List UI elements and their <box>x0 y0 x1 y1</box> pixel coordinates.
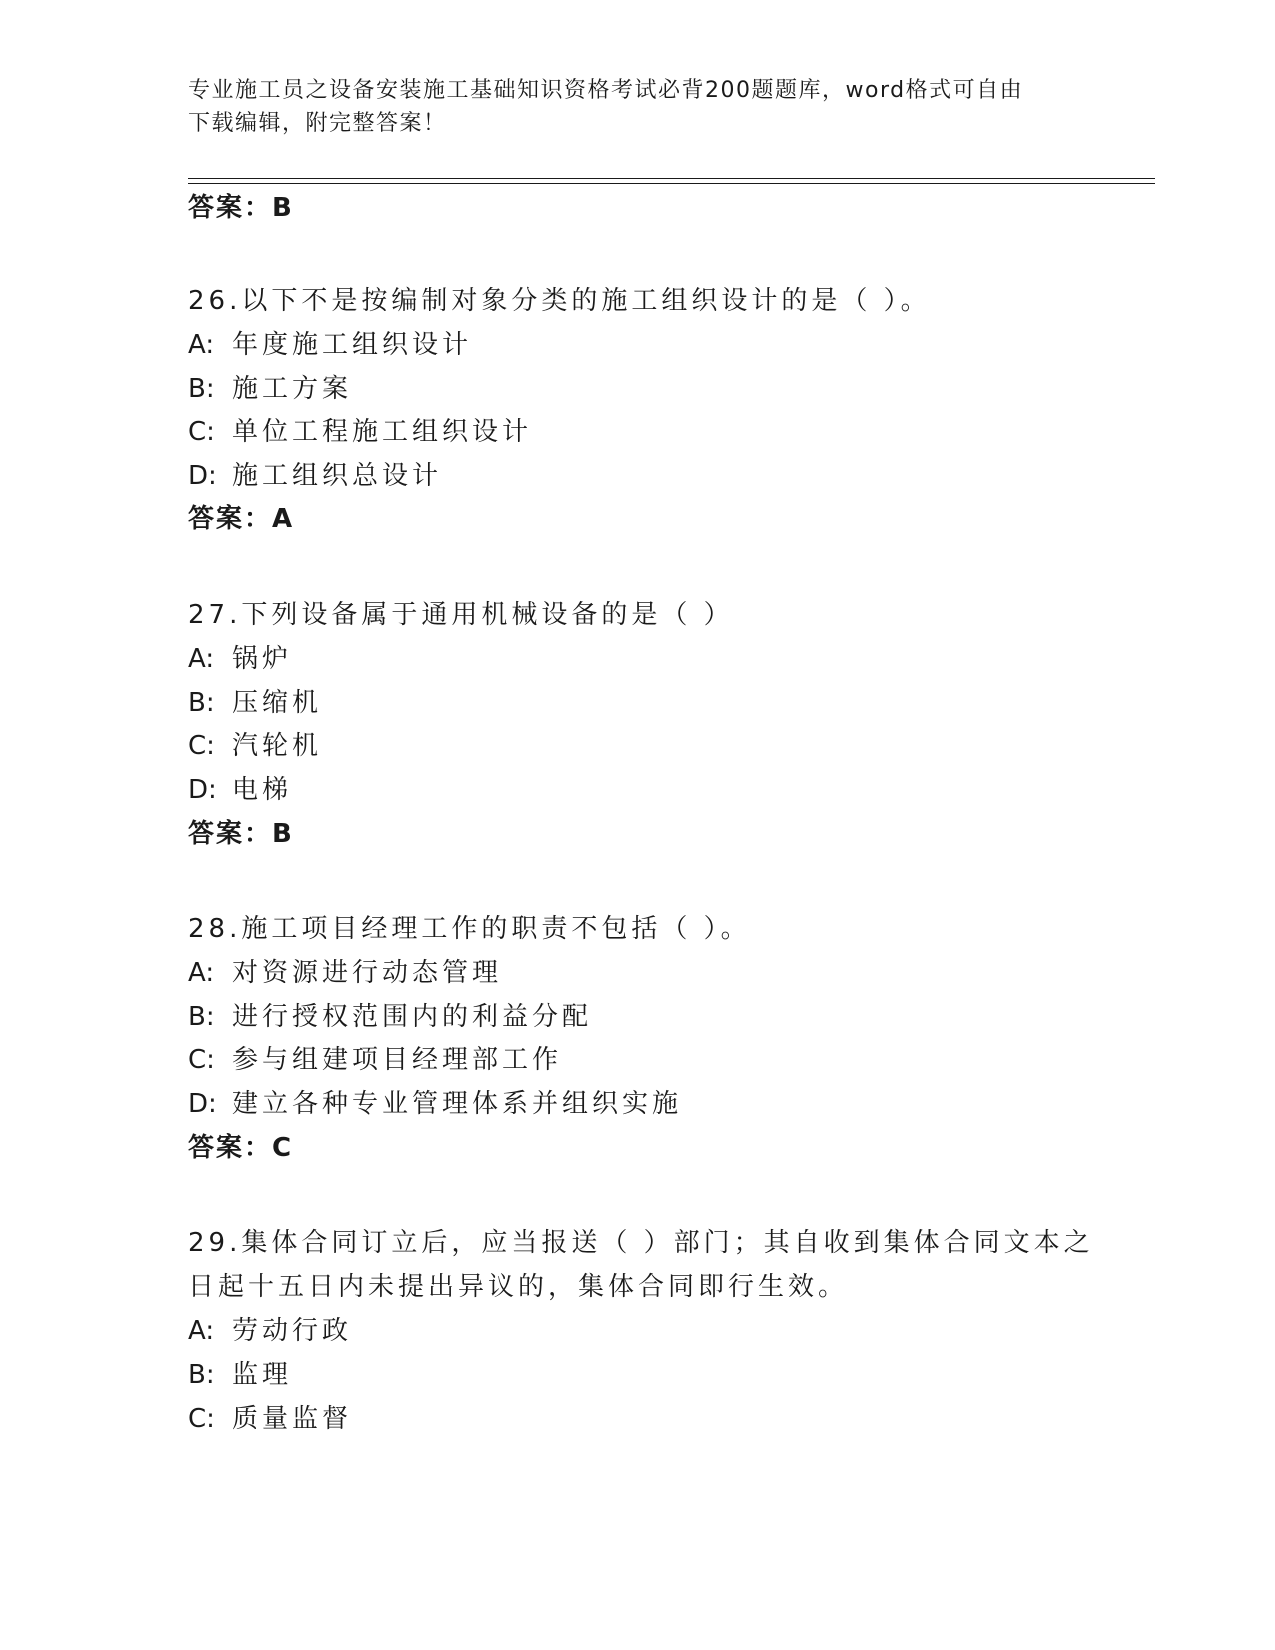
option-text: 电梯 <box>232 775 293 805</box>
option-29-b <box>188 1357 292 1393</box>
option-key: B: <box>188 1360 215 1390</box>
header-title-line1: 专业施工员之设备安装施工基础知识资格考试必背200题题库，word格式可自由 <box>188 78 1024 103</box>
question-29-line2: 日起十五日内未提出异议的，集体合同即行生效。 <box>188 1272 849 1302</box>
option-27-b <box>188 685 322 721</box>
option-key: C: <box>188 1404 215 1434</box>
option-text: 施工组织总设计 <box>232 461 443 491</box>
option-28-c <box>188 1042 562 1078</box>
question-27: 27.下列设备属于通用机械设备的是（ ） <box>188 600 734 630</box>
header-divider-bottom <box>188 183 1155 184</box>
question-28: 28.施工项目经理工作的职责不包括（ ）。 <box>188 914 751 944</box>
option-text: 建立各种专业管理体系并组织实施 <box>232 1089 683 1119</box>
option-key: A: <box>188 1316 215 1346</box>
option-key: A: <box>188 644 215 674</box>
option-28-b <box>188 999 592 1035</box>
option-27-a <box>188 641 292 677</box>
option-key: B: <box>188 374 215 404</box>
option-key: C: <box>188 1045 215 1075</box>
option-26-a <box>188 327 472 363</box>
option-29-a <box>188 1313 352 1349</box>
option-29-c <box>188 1401 352 1437</box>
option-27-d <box>188 772 292 808</box>
option-text: 单位工程施工组织设计 <box>232 417 533 447</box>
option-text: 汽轮机 <box>232 731 323 761</box>
option-text: 施工方案 <box>232 374 353 404</box>
option-26-d <box>188 458 442 494</box>
option-text: 进行授权范围内的利益分配 <box>232 1002 593 1032</box>
answer-25: 答案：B <box>188 193 294 223</box>
option-28-a <box>188 955 502 991</box>
option-key: B: <box>188 688 215 718</box>
option-text: 参与组建项目经理部工作 <box>232 1045 563 1075</box>
option-key: D: <box>188 1089 217 1119</box>
answer-26: 答案：A <box>188 504 295 534</box>
option-text: 年度施工组织设计 <box>232 330 473 360</box>
option-text: 质量监督 <box>232 1404 353 1434</box>
header-divider-top <box>188 178 1155 179</box>
document-header <box>188 74 1088 140</box>
option-text: 锅炉 <box>232 644 293 674</box>
option-27-c <box>188 728 322 764</box>
option-text: 对资源进行动态管理 <box>232 958 503 988</box>
option-key: A: <box>188 958 215 988</box>
option-26-c <box>188 414 532 450</box>
option-26-b <box>188 371 352 407</box>
question-26: 26.以下不是按编制对象分类的施工组织设计的是（ ）。 <box>188 286 931 316</box>
option-text: 劳动行政 <box>232 1316 353 1346</box>
option-text: 压缩机 <box>232 688 323 718</box>
option-key: B: <box>188 1002 215 1032</box>
option-key: D: <box>188 775 217 805</box>
option-text: 监理 <box>232 1360 293 1390</box>
option-key: C: <box>188 417 215 447</box>
option-key: D: <box>188 461 217 491</box>
question-29-line1: 29.集体合同订立后，应当报送（ ）部门；其自收到集体合同文本之 <box>188 1228 1094 1258</box>
option-key: C: <box>188 731 215 761</box>
option-28-d <box>188 1086 682 1122</box>
option-key: A: <box>188 330 215 360</box>
answer-27: 答案：B <box>188 819 294 849</box>
answer-28: 答案：C <box>188 1133 294 1163</box>
header-title-line2: 下载编辑，附完整答案！ <box>188 111 447 136</box>
